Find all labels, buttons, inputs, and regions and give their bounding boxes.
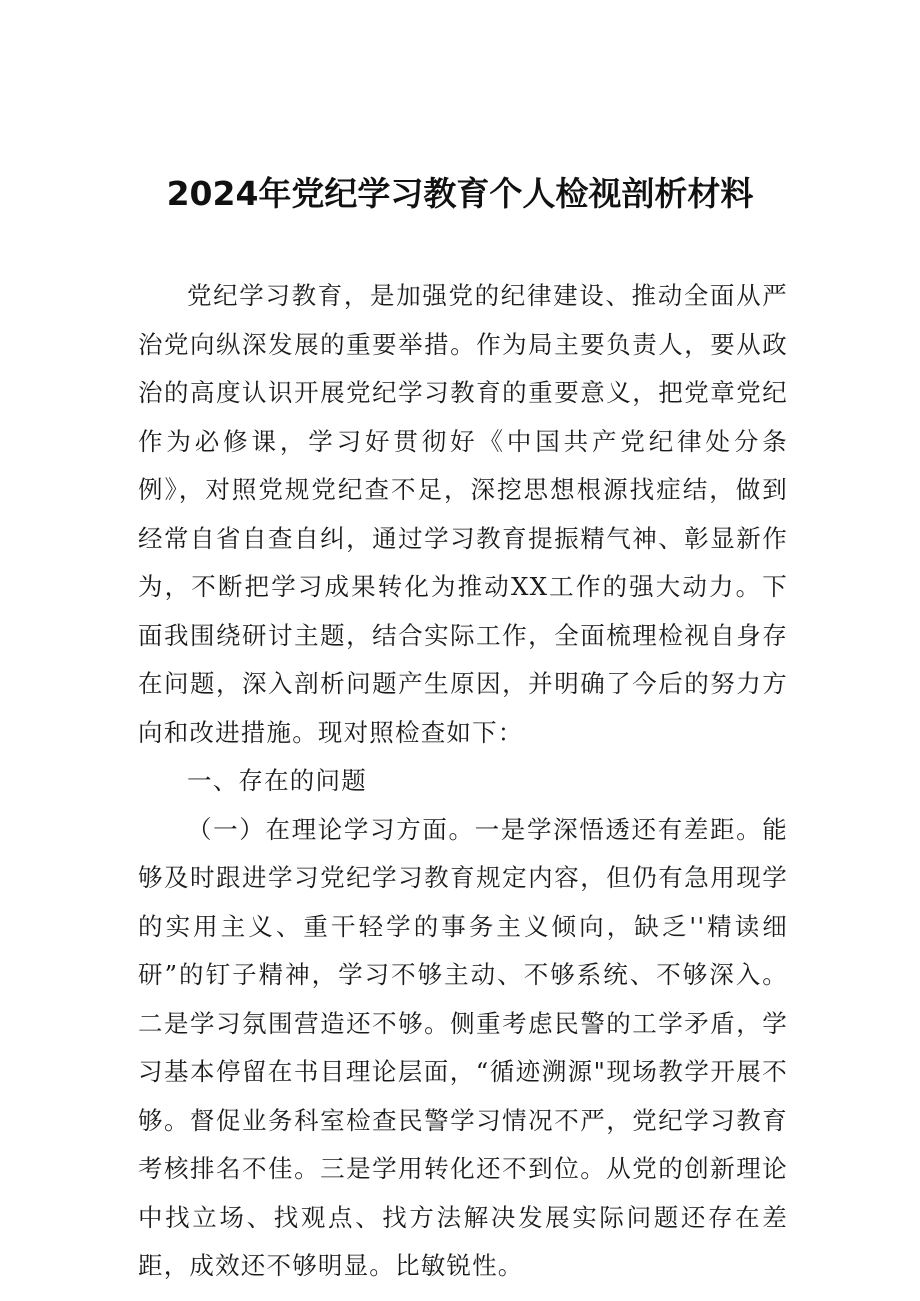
intro-paragraph: 党纪学习教育，是加强党的纪律建设、推动全面从严治党向纵深发展的重要举措。作为局主要负责人，要从政治的高度认识开展党纪学习教育的重要意义，把党章党纪作为必修课，学习好贯彻好《中国共产党纪律处分条例》，对照党规党纪查不足，深挖思想根源找症结，做到经常自省自查自纠，通过学习教育提振精气神、彰显新作为，不断把学习成果转化为推动XX工作的强大动力。下面我围绕研讨主题，结合实际工作，全面梳理检视自身存在问题，深入剖析问题产生原因，并明确了今后的努力方向和改进措施。现对照检查如下： <box>138 281 788 747</box>
document-title: 2024年党纪学习教育个人检视剖析材料 <box>166 174 754 213</box>
document-body <box>138 272 788 1291</box>
section-heading: 一、存在的问题 <box>187 766 367 795</box>
theory-study-paragraph: （一）在理论学习方面。一是学深悟透还有差距。能够及时跟进学习党纪学习教育规定内容，但仍有急用现学的实用主义、重干轻学的事务主义倾向，缺乏''精读细研”的钉子精神，学习不够主动、不够系统、不够深入。二是学习氛围营造还不够。侧重考虑民警的工学矛盾，学习基本停留在书目理论层面，“循迹溯源"现场教学开展不够。督促业务科室检查民警学习情况不严，党纪学习教育考核排名不佳。三是学用转化还不到位。从党的创新理论中找立场、找观点、找方法解决发展实际问题还存在差距，成效还不够明显。比敏锐性。 <box>138 814 788 1280</box>
